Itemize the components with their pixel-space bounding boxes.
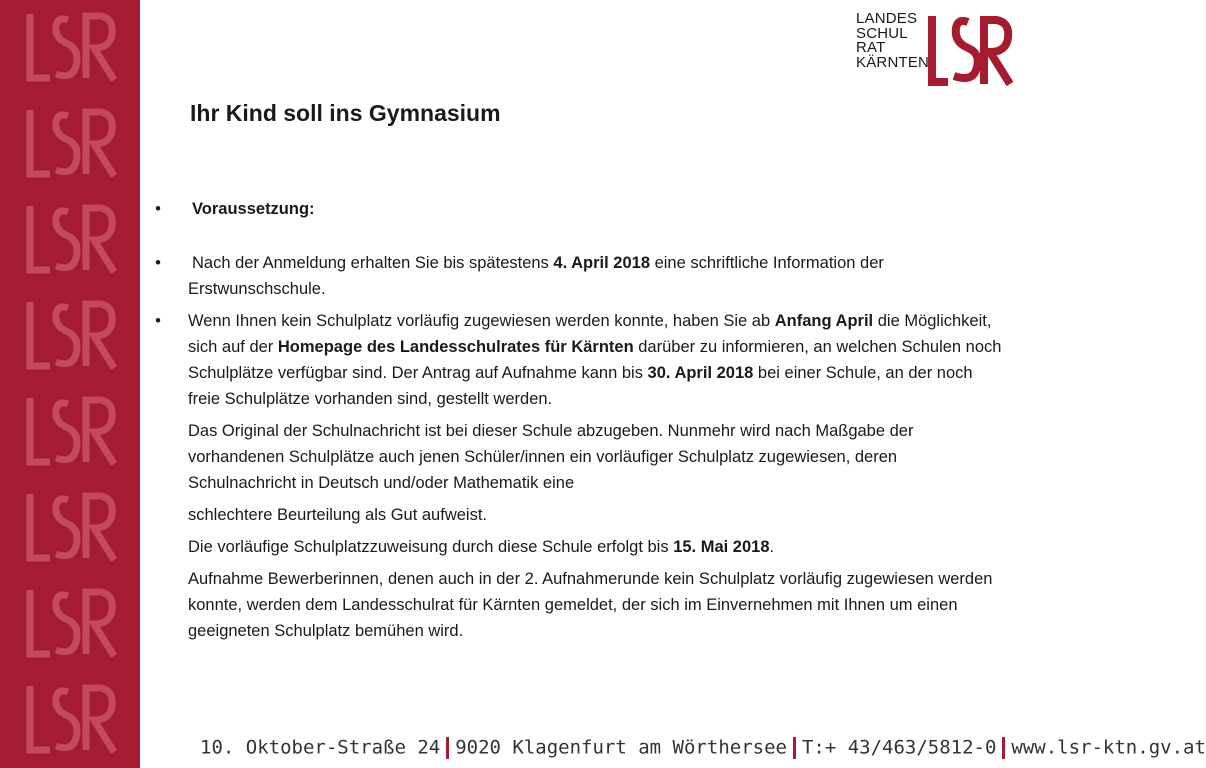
bullet-text: bei einer Schule, an der noch freie Schulplätze vorhanden sind, gestellt werden. — [188, 364, 973, 408]
bullet-text: darüber zu informieren, an welchen Schulen noch Schulplätze verfügbar sind. Der Antrag auf Aufnahme kann bis — [188, 338, 1002, 382]
content-body — [148, 196, 1008, 644]
bullet-date: 30. April 2018 — [647, 364, 754, 382]
bullet-item — [148, 308, 1008, 412]
bullet-emphasis: Anfang April — [774, 312, 874, 330]
lsr-watermark-icon — [20, 488, 120, 568]
paragraph-date: 15. Mai 2018 — [673, 538, 770, 556]
paragraph-text: . — [769, 538, 775, 556]
bullet-icon: • — [155, 312, 161, 330]
bullet-text: Nach der Anmeldung erhalten Sie bis spätestens — [192, 254, 554, 272]
bullet-text: Wenn Ihnen kein Schulplatz vorläufig zugewiesen werden konnte, haben Sie ab — [188, 312, 775, 330]
bullet-emphasis: Homepage des Landesschulrates für Kärnten — [277, 338, 634, 356]
logo-wordmark — [856, 12, 929, 70]
paragraph: Das Original der Schulnachricht ist bei dieser Schule abzugeben. Nunmehr wird nach Maßgabe der vorhandenen Schulplätze auch jenen Schüler/innen ein vorläufiger Schulplatz zugewiesen, deren Schulnachricht in Deutsch und/oder Mathematik eine — [188, 422, 914, 492]
logo-line: KÄRNTEN — [856, 53, 930, 71]
paragraph-text: Die vorläufige Schulplatzzuweisung durch diese Schule erfolgt bis — [188, 538, 674, 556]
footer-phone: T:+ 43/463/5812-0 — [801, 736, 997, 759]
bullet-item — [148, 196, 1008, 222]
footer-separator — [793, 737, 796, 759]
lsr-watermark-icon — [20, 200, 120, 280]
footer-separator — [446, 737, 449, 759]
logo-line: SCHUL — [856, 24, 908, 42]
lsr-watermark-icon — [20, 104, 120, 184]
footer-separator — [1002, 737, 1005, 759]
bullet-item — [148, 250, 1008, 302]
bullet-heading: Voraussetzung: — [192, 200, 315, 218]
footer-contact — [200, 736, 1206, 766]
lsr-watermark-icon — [20, 392, 120, 472]
paragraph — [148, 534, 1008, 560]
logo-line: RAT — [856, 39, 886, 56]
lsr-watermark-icon — [20, 584, 120, 664]
bullet-date: 4. April 2018 — [553, 254, 650, 272]
sidebar-watermark-band — [0, 0, 140, 768]
paragraph: Aufnahme Bewerberinnen, denen auch in der 2. Aufnahmerunde kein Schulplatz vorläufig zugewiesen werden konnte, werden dem Landesschulrat für Kärnten gemeldet, der sich im Einvernehmen mit Ihnen um einen geeigneten Schulplatz bemühen wird. — [188, 570, 993, 640]
lsr-logo — [856, 12, 1016, 88]
lsr-watermark-icon — [20, 8, 120, 88]
bullet-icon: • — [155, 254, 161, 272]
footer-web-link[interactable]: www.lsr-ktn.gv.at — [1011, 736, 1206, 759]
page-title: Ihr Kind soll ins Gymnasium — [190, 100, 501, 126]
bullet-icon: • — [155, 200, 161, 218]
lsr-watermark-icon — [20, 680, 120, 760]
footer-city: 9020 Klagenfurt am Wörthersee — [455, 736, 787, 759]
logo-line: LANDES — [856, 10, 918, 27]
lsr-watermark-icon — [20, 296, 120, 376]
lsr-logo-icon — [926, 14, 1014, 88]
bullet-text: eine schriftliche Information der Erstwunschschule. — [188, 254, 884, 298]
bullet-text: die Möglichkeit, sich auf der — [188, 312, 992, 356]
footer-address: 10. Oktober-Straße 24 — [200, 736, 441, 759]
paragraph: schlechtere Beurteilung als Gut aufweist. — [188, 506, 487, 524]
